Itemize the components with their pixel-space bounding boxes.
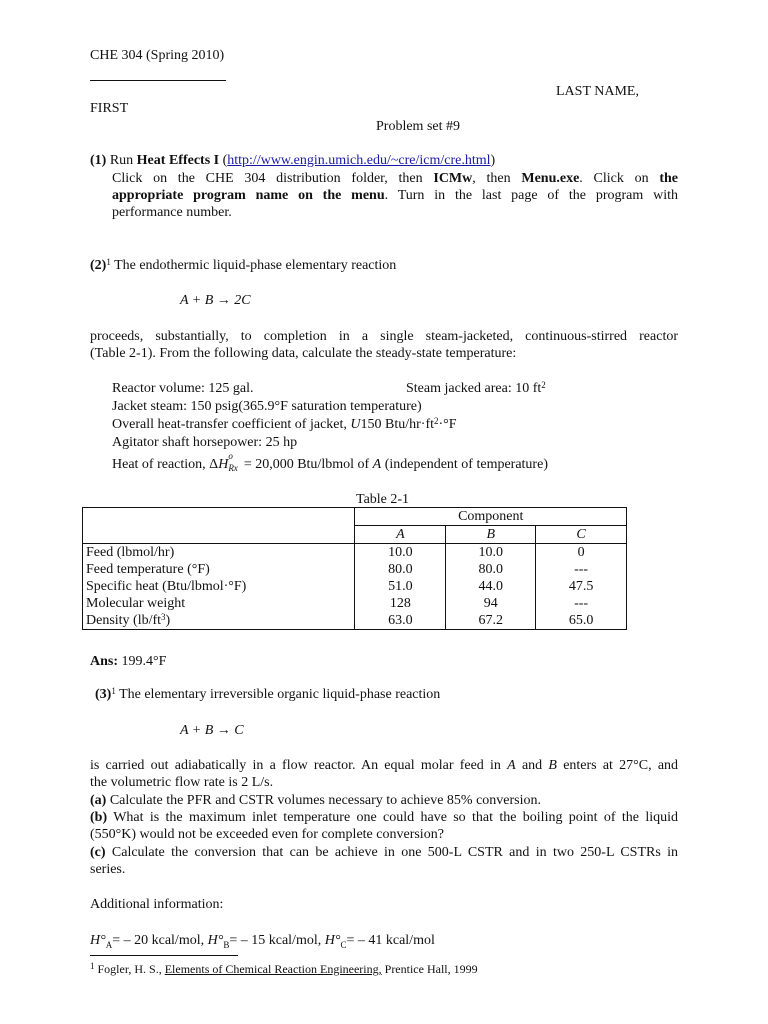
program-name: Heat Effects I xyxy=(136,153,220,168)
heat-note: (independent of temperature) xyxy=(384,457,548,472)
problem-2-intro-text: The endothermic liquid-phase elementary reaction xyxy=(114,258,397,273)
answer-value: 199.4°F xyxy=(121,654,167,669)
row-label: Specific heat (Btu/lbmol·°F) xyxy=(83,578,355,595)
row-label: Feed temperature (°F) xyxy=(83,561,355,578)
cell: 63.0 xyxy=(355,612,446,630)
part-c-label: (c) xyxy=(90,845,106,860)
answer-label: Ans: xyxy=(90,654,119,669)
table-row xyxy=(83,561,627,578)
species-b: B xyxy=(548,758,557,773)
footnote-separator xyxy=(90,955,238,956)
col-header-c: C xyxy=(536,526,627,544)
enthalpy-a-symbol: H° xyxy=(90,933,106,948)
reaction-equation-1: A + B → 2C xyxy=(180,293,251,308)
species-a: A xyxy=(507,758,516,773)
problem-2-desc-1: proceeds, substantially, to completion in a single steam-jacketed, continuous-stirred reactor xyxy=(90,329,678,344)
reactor-volume: Reactor volume: 125 gal. xyxy=(112,381,254,396)
overall-text: Overall heat-transfer coefficient of jacket, xyxy=(112,417,347,432)
part-a xyxy=(90,792,678,809)
density-sup: 3 xyxy=(161,612,166,622)
col-header-b: B xyxy=(446,526,536,544)
cell: 44.0 xyxy=(446,578,536,595)
steam-area-text: Steam jacked area: 10 ft xyxy=(406,381,542,396)
cell: 65.0 xyxy=(536,612,627,630)
problem-3-intro-text: The elementary irreversible organic liquid-phase reaction xyxy=(119,687,441,702)
density-label: Density (lb/ft xyxy=(86,613,162,628)
jacket-steam: Jacket steam: 150 psig(365.9°F saturation temperature) xyxy=(112,399,422,414)
problem-2-number: (2) xyxy=(90,258,107,273)
answer-line xyxy=(90,653,166,670)
enthalpy-b-symbol: H° xyxy=(207,933,224,948)
cell: 94 xyxy=(446,595,536,612)
footnote-author: Fogler, H. S., xyxy=(97,962,162,976)
cell: 67.2 xyxy=(446,612,536,630)
data-table xyxy=(82,507,627,630)
part-b-label: (b) xyxy=(90,810,108,825)
steam-jacket-area xyxy=(406,380,546,397)
heat-species: A xyxy=(372,457,382,472)
enthalpy-b-sub: B xyxy=(223,939,230,950)
turn-in-text: . Turn in the last page of the program with xyxy=(384,188,678,203)
cell: 80.0 xyxy=(446,561,536,578)
table-corner-cell xyxy=(83,508,355,544)
cell: 10.0 xyxy=(446,544,536,562)
part-c-cont: series. xyxy=(90,862,126,877)
problem-2-desc-2: (Table 2-1). From the following data, calculate the steady-state temperature: xyxy=(90,346,517,361)
col-header-a: A xyxy=(355,526,446,544)
the-text: the xyxy=(659,171,679,186)
footnote-book-title: Elements of Chemical Reaction Engineering, xyxy=(164,962,382,976)
page-title: Problem set #9 xyxy=(376,119,460,134)
cell: --- xyxy=(536,595,627,612)
row-label: Molecular weight xyxy=(83,595,355,612)
cre-link[interactable]: http://www.engin.umich.edu/~cre/icm/cre.html xyxy=(227,153,491,168)
agitator-horsepower: Agitator shaft horsepower: 25 hp xyxy=(112,435,298,450)
feed-text: is carried out adiabatically in a flow reactor. An equal molar feed in xyxy=(90,758,501,773)
enthalpy-b-value: = – 15 kcal/mol, xyxy=(229,933,322,948)
menu-exe-label: Menu.exe xyxy=(521,171,580,186)
heat-of-reaction xyxy=(112,451,548,473)
problem-1-line-4: performance number. xyxy=(112,205,232,220)
approp-program-text: appropriate program name on the menu xyxy=(112,188,385,203)
problem-2-intro xyxy=(90,257,396,274)
problem-1-line-3 xyxy=(112,187,678,204)
reaction-equation-2: A + B → C xyxy=(180,723,244,738)
overall-value: 150 Btu/hr·ft xyxy=(360,417,435,432)
row-label: Feed (lbmol/hr) xyxy=(83,544,355,562)
cell: 10.0 xyxy=(355,544,446,562)
heat-value: = 20,000 Btu/lbmol of xyxy=(243,457,370,472)
table-caption: Table 2-1 xyxy=(356,492,410,507)
cell: 128 xyxy=(355,595,446,612)
heat-text: Heat of reaction, Δ xyxy=(112,457,219,472)
icmw-label: ICMw xyxy=(433,171,473,186)
table-row xyxy=(83,595,627,612)
heat-h: H xyxy=(218,457,229,472)
part-a-text: Calculate the PFR and CSTR volumes necessary to achieve 85% conversion. xyxy=(109,793,542,808)
row-label xyxy=(83,612,355,630)
part-b xyxy=(90,809,678,826)
footnote-ref: 1 xyxy=(111,686,116,696)
table-row xyxy=(83,612,627,630)
footnote xyxy=(90,961,478,978)
problem-3-line-2: the volumetric flow rate is 2 L/s. xyxy=(90,775,274,790)
problem-1-line-1: (1) Run Heat Effects I (http://www.engin.umich.edu/~cre/icm/cre.html) xyxy=(90,153,496,168)
cell: 47.5 xyxy=(536,578,627,595)
part-b-text: What is the maximum inlet temperature one could have so that the boiling point of the liquid xyxy=(113,810,679,825)
enthalpy-c-value: = – 41 kcal/mol xyxy=(346,933,435,948)
cell: 80.0 xyxy=(355,561,446,578)
table-row xyxy=(83,544,627,562)
enthalpy-a-value: = – 20 kcal/mol, xyxy=(112,933,205,948)
enthalpy-line xyxy=(90,932,435,954)
last-name-label: LAST NAME, xyxy=(556,84,639,99)
instruction-text: Click on the CHE 304 distribution folder, then xyxy=(112,171,423,186)
problem-1-line-2 xyxy=(112,170,678,187)
component-header: Component xyxy=(355,508,627,526)
density-label-end: ) xyxy=(165,613,171,628)
overall-sup: 2 xyxy=(434,416,439,426)
part-b-cont: (550°K) would not be exceeded even for complete conversion? xyxy=(90,827,444,842)
click-text: . Click on xyxy=(579,171,649,186)
heat-sub: Rx xyxy=(228,463,238,473)
then-text: , then xyxy=(472,171,511,186)
additional-info-heading: Additional information: xyxy=(90,897,224,912)
run-text: Run xyxy=(109,153,134,168)
footnote-ref: 1 xyxy=(106,257,111,267)
enters-text: enters at 27°C, and xyxy=(563,758,679,773)
and-text: and xyxy=(521,758,543,773)
part-c-text: Calculate the conversion that can be achieve in one 500-L CSTR and in two 250-L CSTRs in xyxy=(111,845,679,860)
table-header-row-1 xyxy=(83,508,627,526)
table-row xyxy=(83,578,627,595)
problem-3-number: (3) xyxy=(95,687,112,702)
enthalpy-a-sub: A xyxy=(105,939,113,950)
cell: --- xyxy=(536,561,627,578)
enthalpy-c-sub: C xyxy=(340,939,347,950)
part-a-label: (a) xyxy=(90,793,107,808)
enthalpy-c-symbol: H° xyxy=(324,933,341,948)
problem-1-number: (1) xyxy=(90,153,107,168)
part-c xyxy=(90,844,678,861)
cell: 0 xyxy=(536,544,627,562)
overall-u: U xyxy=(350,417,361,432)
name-blank-line xyxy=(90,80,226,81)
footnote-publisher: Prentice Hall, 1999 xyxy=(384,962,478,976)
first-name-label: FIRST xyxy=(90,101,129,116)
problem-3-intro xyxy=(95,686,440,703)
footnote-number: 1 xyxy=(90,961,95,971)
overall-unit-end: ·°F xyxy=(438,417,457,432)
steam-area-sup: 2 xyxy=(541,380,546,390)
course-heading: CHE 304 (Spring 2010) xyxy=(90,48,225,63)
cell: 51.0 xyxy=(355,578,446,595)
overall-coefficient xyxy=(112,416,457,433)
heat-sup: o xyxy=(228,451,233,461)
problem-3-line-1 xyxy=(90,757,678,774)
